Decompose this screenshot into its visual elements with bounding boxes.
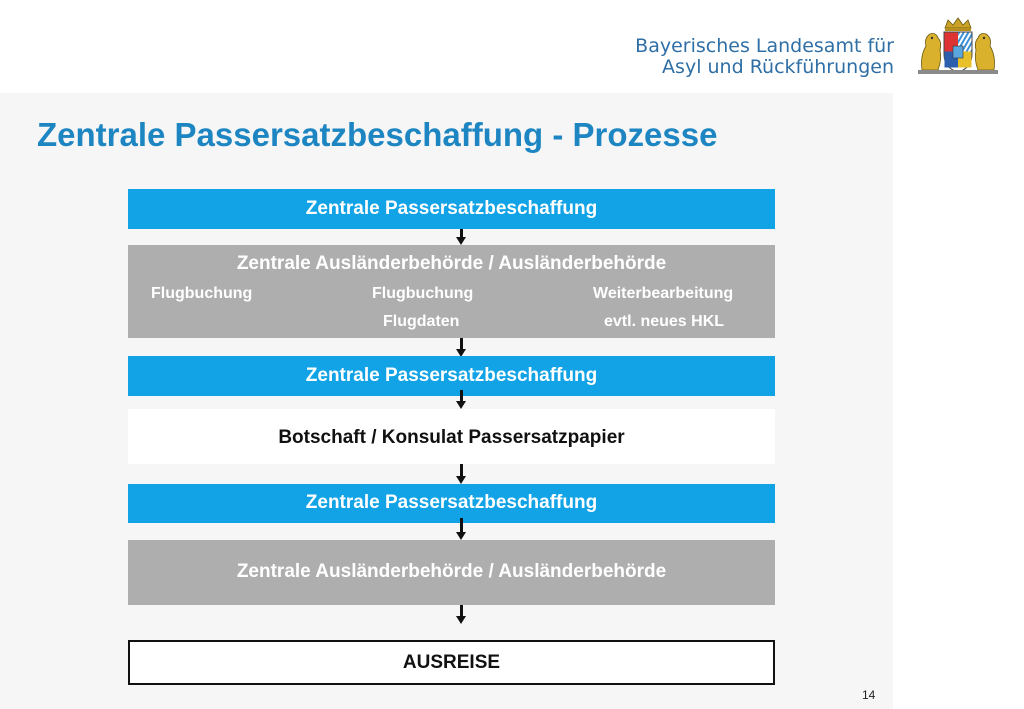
organization-name-line2: Asyl und Rückführungen <box>662 56 894 78</box>
sub-label-flugbuchung-left: Flugbuchung <box>151 285 253 302</box>
step-label: Zentrale Ausländerbehörde / Ausländerbehörde <box>236 253 667 274</box>
step-label: Zentrale Passersatzbeschaffung <box>305 492 598 513</box>
step-label: Zentrale Passersatzbeschaffung <box>305 198 598 219</box>
sub-label-neues-hkl: evtl. neues HKL <box>604 313 725 330</box>
organization-name-line1: Bayerisches Landesamt für <box>635 35 894 57</box>
step-label: Zentrale Ausländerbehörde / Ausländerbehörde <box>236 561 667 582</box>
step-zentrale-passersatzbeschaffung-1 <box>128 189 775 229</box>
step-auslaenderbehoerde-1 <box>128 245 775 338</box>
flow-arrow-3 <box>460 390 463 402</box>
flow-arrow-5 <box>460 518 463 533</box>
step-auslaenderbehoerde-2 <box>128 540 775 605</box>
step-zentrale-passersatzbeschaffung-3 <box>128 484 775 523</box>
step-label: Zentrale Passersatzbeschaffung <box>305 365 598 386</box>
coat-of-arms-icon <box>912 16 1004 76</box>
slide-area <box>0 93 893 709</box>
flow-arrow-1 <box>460 229 463 238</box>
sub-label-weiterbearbeitung: Weiterbearbeitung <box>593 285 734 302</box>
step-botschaft-konsulat <box>128 409 775 464</box>
sub-label-flugdaten: Flugdaten <box>383 313 460 330</box>
flow-arrow-2 <box>460 338 463 350</box>
slide-title: Zentrale Passersatzbeschaffung - Prozesse <box>37 116 718 153</box>
page-number: 14 <box>862 688 876 702</box>
header <box>0 0 1024 93</box>
step-ausreise <box>128 640 775 685</box>
step-label: AUSREISE <box>402 652 501 673</box>
organization-name <box>635 36 894 78</box>
sub-label-flugbuchung-middle: Flugbuchung <box>372 285 474 302</box>
step-zentrale-passersatzbeschaffung-2 <box>128 356 775 396</box>
flow-arrow-6 <box>460 605 463 617</box>
step-label: Botschaft / Konsulat Passersatzpapier <box>278 427 625 448</box>
flow-arrow-4 <box>460 464 463 477</box>
